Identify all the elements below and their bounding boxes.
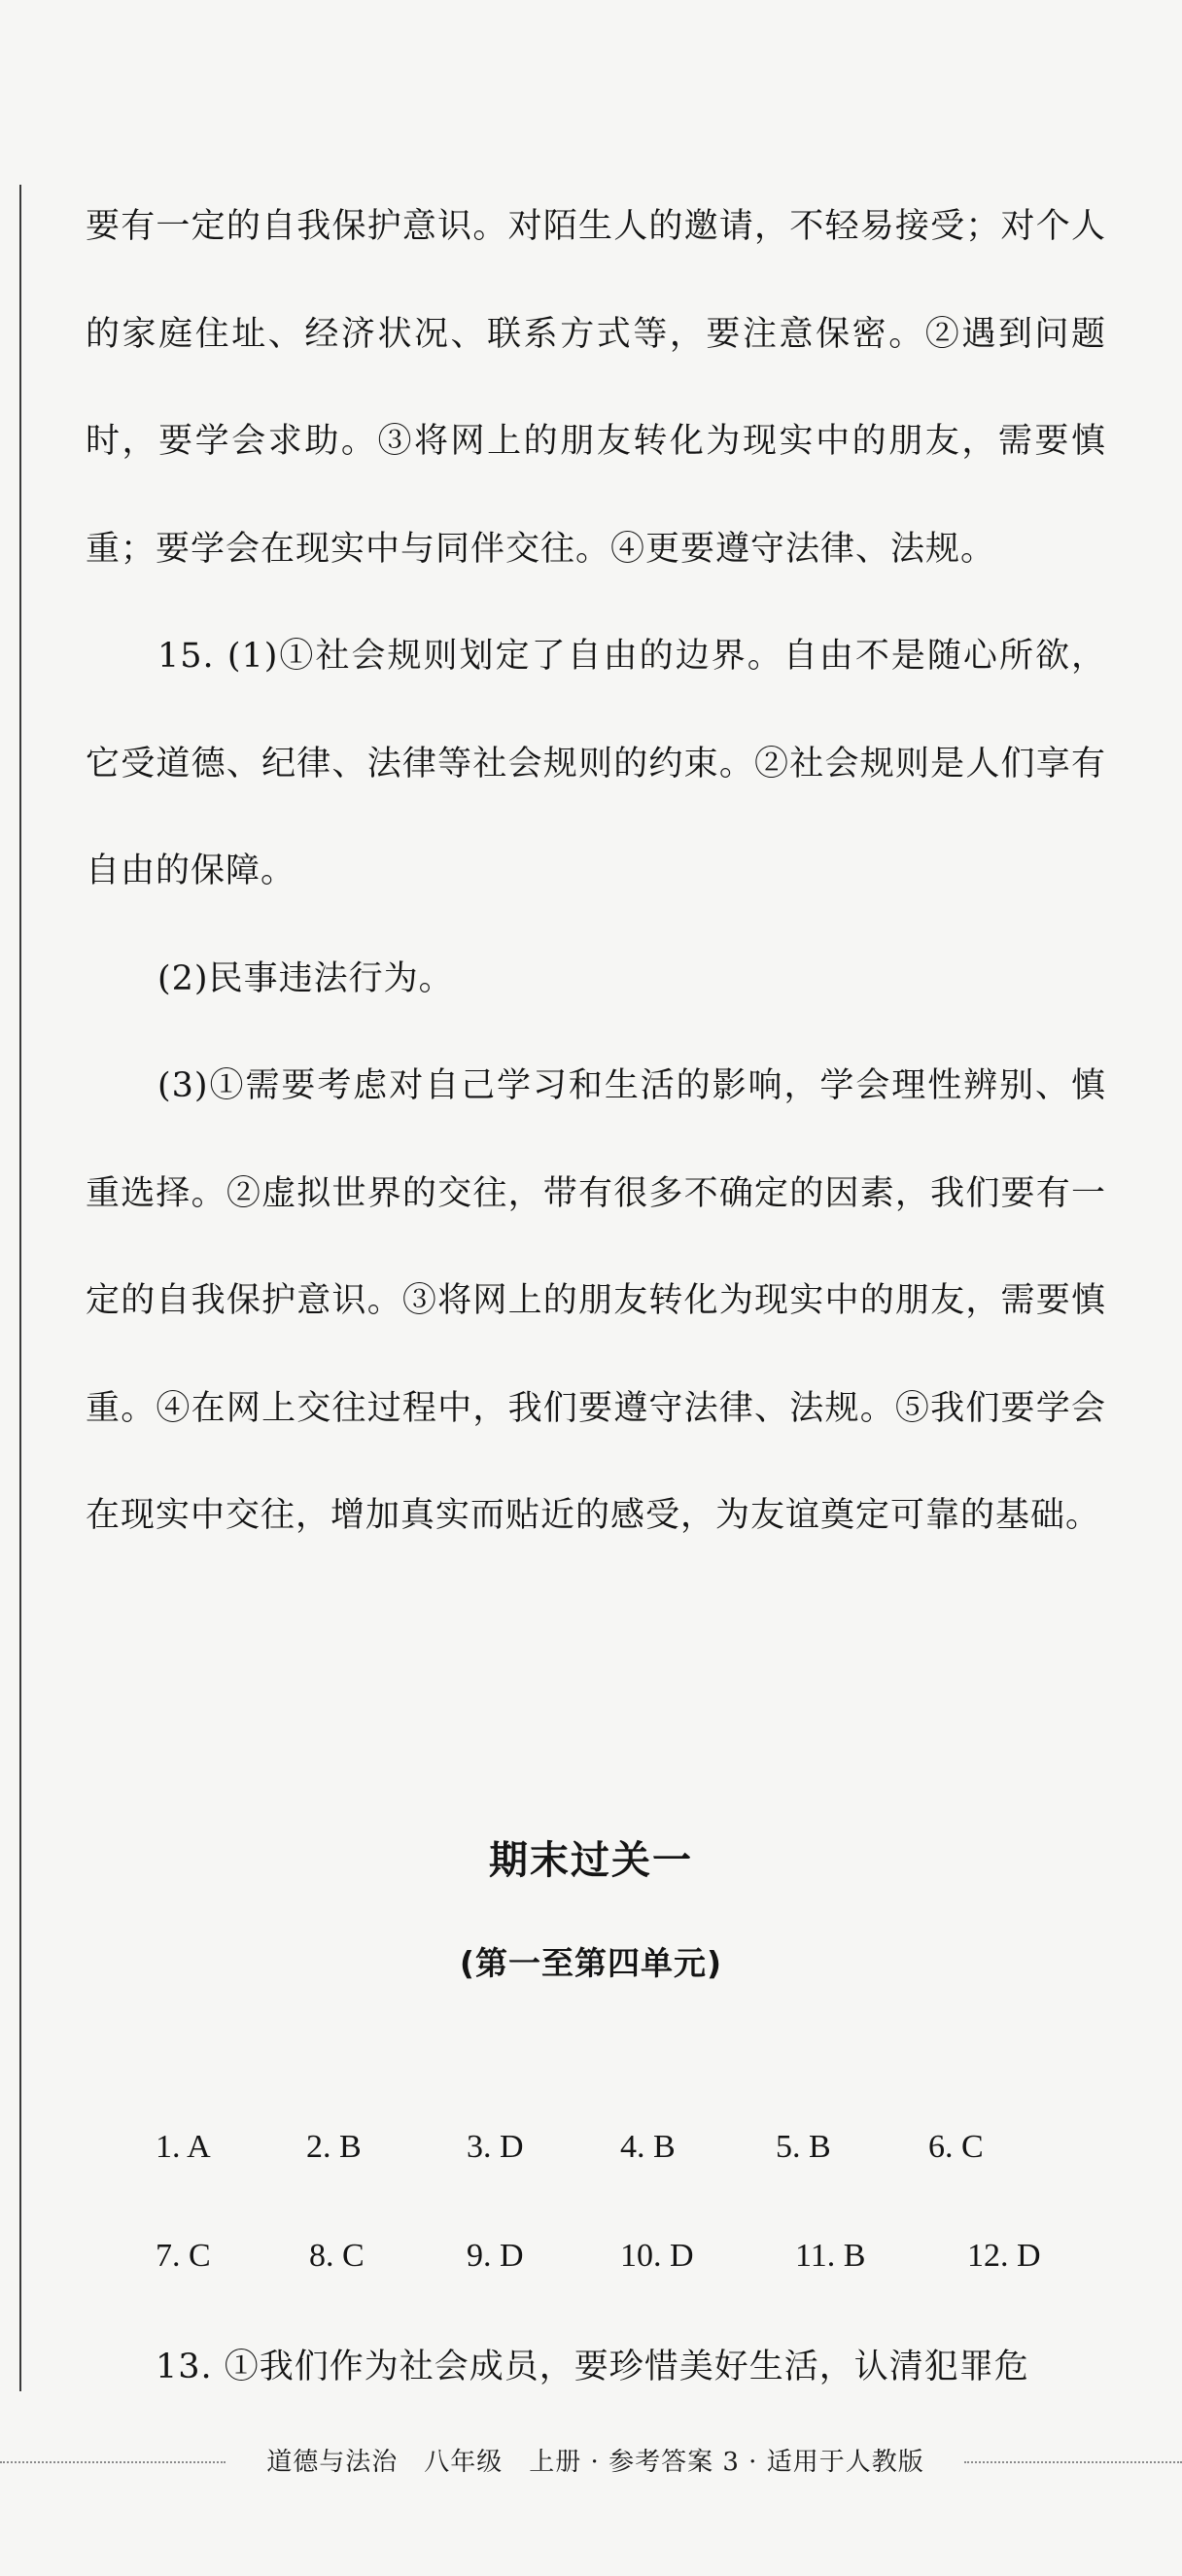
answer-item: 10. D	[620, 2238, 694, 2274]
paragraph-q15-part3: (3)①需要考虑对自己学习和生活的影响，学会理性辨别、慎重选择。②虚拟世界的交往，带有很多不确定的因素，我们要有一定的自我保护意识。③将网上的朋友转化为现实中的朋友，需要慎重。④在网上交往过程中，我们要遵守法律、法规。⑤我们要学会在现实中交往，增加真实而贴近的感受，为友谊奠定可靠的基础。	[86, 1066, 1106, 1535]
paragraph-q15-part2: (2)民事违法行为。	[157, 958, 454, 998]
answer-item: 7. C	[156, 2238, 211, 2274]
answer-item: 1. A	[156, 2129, 211, 2165]
left-margin-rule	[19, 185, 21, 2391]
footer-text: 道德与法治 八年级 上册 · 参考答案 3 · 适用于人教版	[266, 2448, 924, 2477]
answer-item: 12. D	[967, 2238, 1041, 2274]
answer-item: 9. D	[467, 2238, 524, 2274]
paragraph-q15-part1: 15. (1)①社会规则划定了自由的边界。自由不是随心所欲，它受道德、纪律、法律等社会规则的约束。②社会规则是人们享有自由的保障。	[86, 637, 1106, 890]
footer-dotted-rule-left	[0, 2461, 226, 2463]
section-subtitle: (第一至第四单元)	[459, 1944, 723, 1982]
answer-row-1	[156, 2129, 1108, 2177]
answer-item: 8. C	[309, 2238, 365, 2274]
answer-item: 2. B	[306, 2129, 362, 2165]
answer-item: 3. D	[467, 2129, 524, 2165]
page-footer	[0, 2442, 1182, 2481]
answer-row-2	[156, 2238, 1108, 2286]
question-13-answer: 13. ①我们作为社会成员，要珍惜美好生活，认清犯罪危	[156, 2348, 1029, 2386]
footer-dotted-rule-right	[964, 2461, 1182, 2463]
answer-text-body	[86, 173, 1106, 1570]
answer-item: 5. B	[776, 2129, 831, 2165]
answer-item: 6. C	[928, 2129, 984, 2165]
answer-item: 11. B	[795, 2238, 866, 2274]
answer-item: 4. B	[620, 2129, 676, 2165]
paragraph-q14-continuation: 要有一定的自我保护意识。对陌生人的邀请，不轻易接受；对个人的家庭住址、经济状况、联系方式等，要注意保密。②遇到问题时，要学会求助。③将网上的朋友转化为现实中的朋友，需要慎重；要学会在现实中与同伴交往。④更要遵守法律、法规。	[86, 207, 1106, 569]
section-title: 期末过关一	[489, 1838, 693, 1883]
